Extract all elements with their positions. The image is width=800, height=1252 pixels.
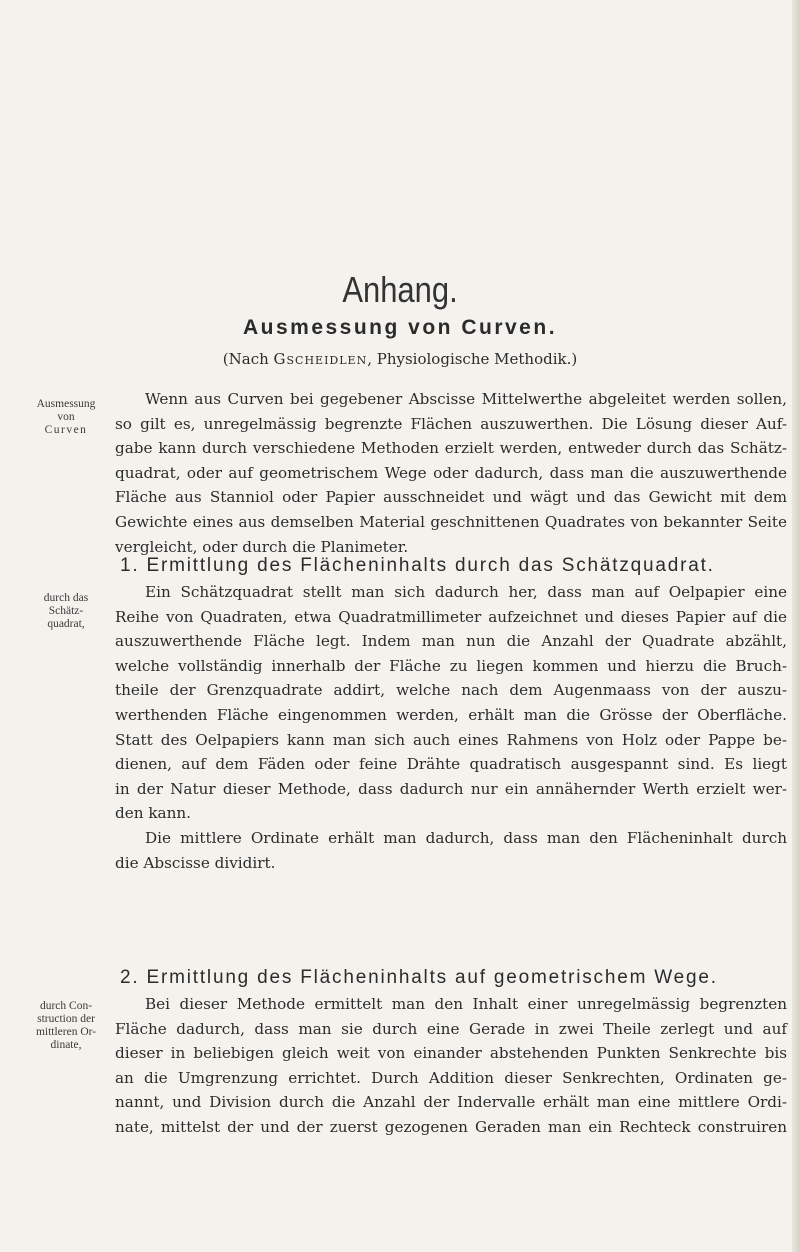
text-line: welche vollständig innerhalb der Fläche zu liegen kommen und hierzu die Bruch- [115,656,787,675]
text-line: Ein Schätzquadrat stellt man sich dadurch her, dass man auf Oelpapier eine [145,583,787,601]
page-edge [792,0,800,1252]
chapter-title: Anhang. [342,269,458,310]
text-line: Bei dieser Methode ermittelt man den Inhalt einer unregelmässig begrenzten [145,995,787,1013]
text-line: in der Natur dieser Methode, dass dadurch nur ein annähernder Werth erzielt wer- [115,779,787,798]
text-line: nate, mittelst der und der zuerst gezogenen Geraden man ein Rechteck construiren [115,1117,787,1136]
section-2-paragraph [115,992,787,1140]
text-line: den kann. [115,804,191,823]
section-title: Ausmessung von Curven. [242,316,558,339]
text-line: werthenden Fläche eingenommen werden, erhält man die Grösse der Oberfläche. [115,705,787,724]
text-line: Gewichte eines aus demselben Material geschnittenen Quadrates von bekannter Seite [115,512,787,531]
source-citation: (Nach Gscheidlen, Physiologische Methodik.) [222,350,578,368]
text-line: nannt, und Division durch die Anzahl der Indervalle erhält man eine mittlere Ordi- [115,1093,787,1112]
text-line: theile der Grenzquadrate addirt, welche nach dem Augenmaass von der auszu- [115,681,787,700]
section-1-paragraph [115,580,787,875]
intro-paragraph [115,387,787,559]
margin-note-curves: Ausmessung von Curven [36,398,96,436]
margin-note-ordinate: durch Con- struction der mittleren Or- dinate, [35,1000,97,1051]
section-1-heading: 1. Ermittlung des Flächeninhalts durch das Schätzquadrat. [120,555,715,576]
text-line: Fläche dadurch, dass man sie durch eine Gerade in zwei Theile zerlegt und auf [115,1019,787,1038]
text-line: an die Umgrenzung errichtet. Durch Addition dieser Senkrechten, Ordinaten ge- [115,1068,787,1087]
text-line: vergleicht, oder durch die Planimeter. [115,537,409,556]
text-line: Statt des Oelpapiers kann man sich auch eines Rahmens von Holz oder Pappe be- [115,730,787,749]
section-2-heading: 2. Ermittlung des Flächeninhalts auf geometrischem Wege. [120,967,718,988]
text-line: auszuwerthende Fläche legt. Indem man nun die Anzahl der Quadrate abzählt, [115,632,787,651]
text-line: so gilt es, unregelmässig begrenzte Flächen auszuwerthen. Die Lösung dieser Auf- [115,414,787,433]
text-line: Die mittlere Ordinate erhält man dadurch, dass man den Flächeninhalt durch [145,828,787,847]
text-line: die Abscisse dividirt. [115,853,276,872]
text-line: quadrat, oder auf geometrischem Wege oder dadurch, dass man die auszuwerthende [115,463,787,482]
margin-note-schaetzquadrat: durch das Schätz- quadrat, [43,592,89,630]
text-line: dieser in beliebigen gleich weit von einander abstehenden Punkten Senkrechte bis [115,1044,787,1063]
text-line: Wenn aus Curven bei gegebener Abscisse Mittelwerthe abgeleitet werden sollen, [145,390,787,408]
source-author: Gscheidlen [273,350,368,368]
text-line: gabe kann durch verschiedene Methoden erzielt werden, entweder durch das Schätz- [115,439,787,458]
text-line: dienen, auf dem Fäden oder feine Drähte quadratisch ausgespannt sind. Es liegt [115,755,787,774]
text-line: Reihe von Quadraten, etwa Quadratmillimeter aufzeichnet und dieses Papier auf die [115,607,787,626]
text-line: Fläche aus Stanniol oder Papier ausschneidet und wägt und das Gewicht mit dem [115,488,787,507]
